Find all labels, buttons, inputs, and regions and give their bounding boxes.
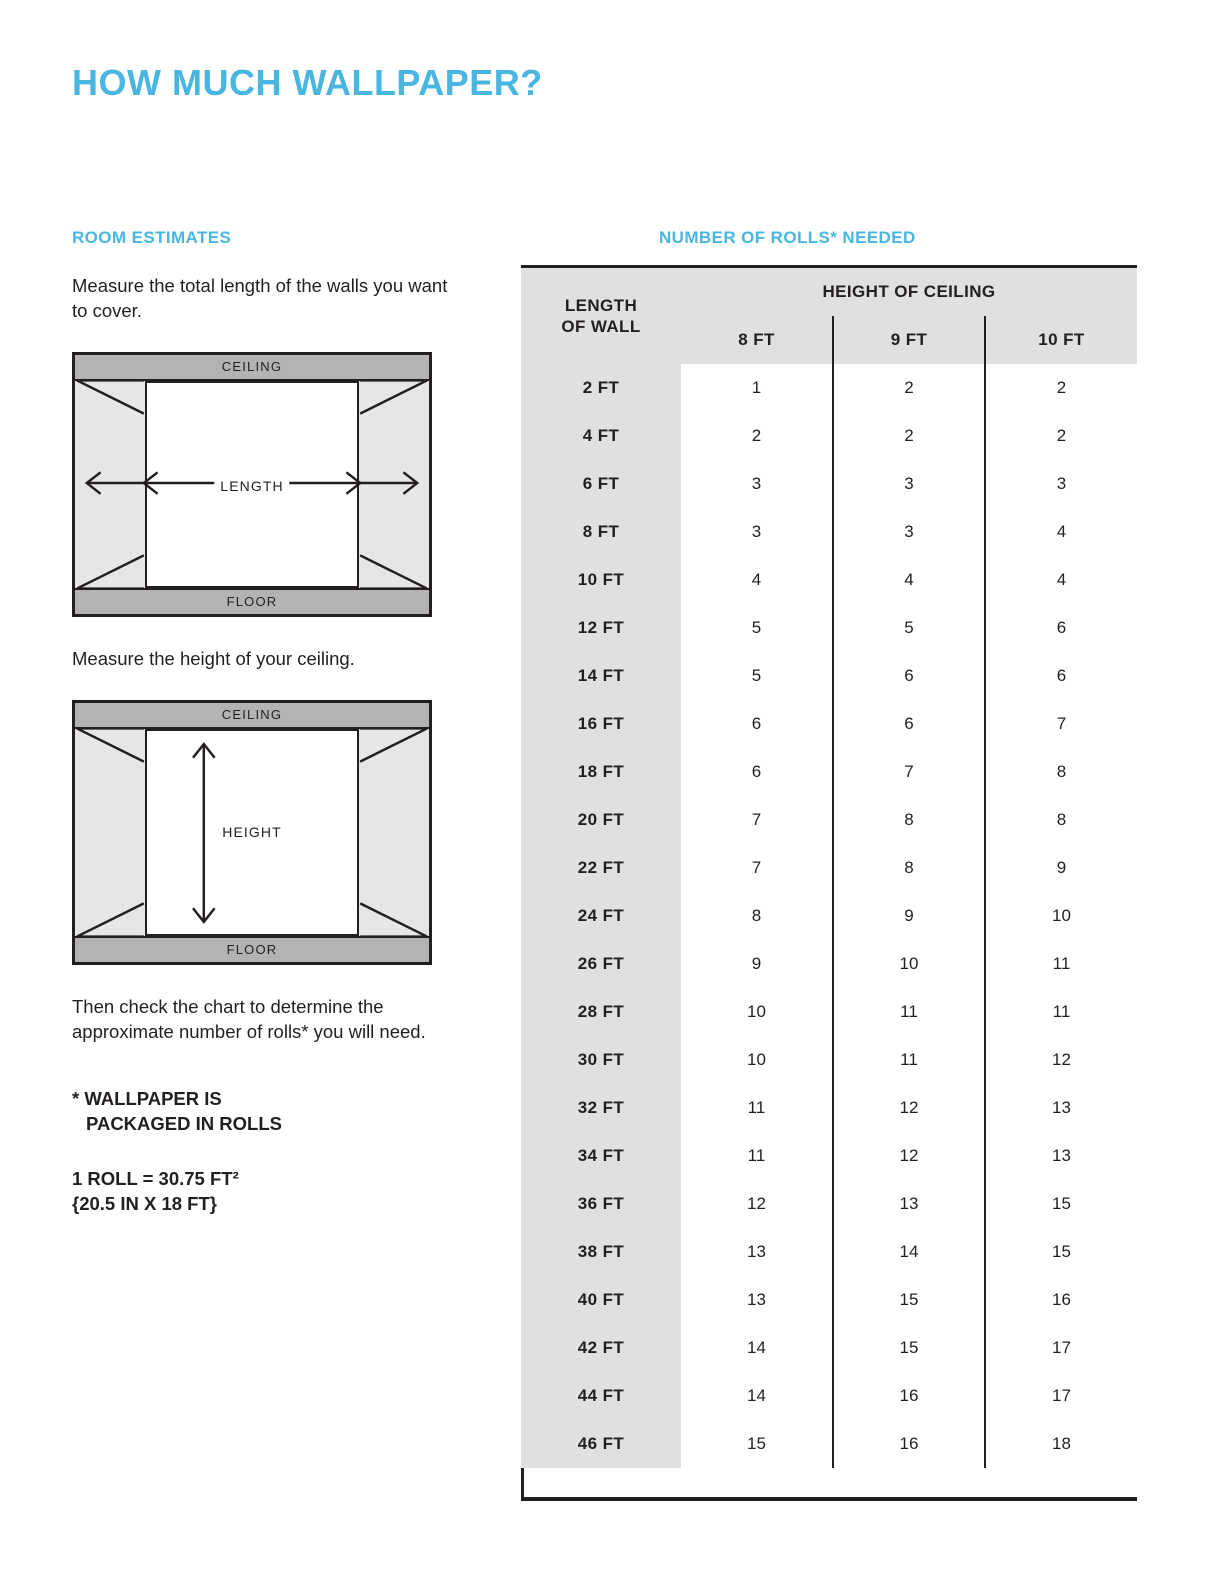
cell-10ft: 11 xyxy=(985,988,1137,1036)
cell-8ft: 6 xyxy=(681,700,833,748)
table-row xyxy=(521,556,1137,604)
row-length-label: 2 FT xyxy=(521,364,681,412)
cell-8ft: 9 xyxy=(681,940,833,988)
ceiling-band-label: CEILING xyxy=(75,355,429,381)
table-row xyxy=(521,652,1137,700)
cell-8ft: 4 xyxy=(681,556,833,604)
cell-8ft: 13 xyxy=(681,1228,833,1276)
table-row xyxy=(521,460,1137,508)
table-bottom-rule xyxy=(521,1497,1137,1501)
table-row xyxy=(521,892,1137,940)
cell-8ft: 7 xyxy=(681,796,833,844)
section-heading-room-estimates: ROOM ESTIMATES xyxy=(72,228,232,247)
table-row xyxy=(521,604,1137,652)
cell-10ft: 4 xyxy=(985,556,1137,604)
row-length-label: 22 FT xyxy=(521,844,681,892)
cell-10ft: 6 xyxy=(985,652,1137,700)
cell-9ft: 12 xyxy=(833,1132,985,1180)
cell-8ft: 3 xyxy=(681,508,833,556)
table-row xyxy=(521,988,1137,1036)
cell-10ft: 17 xyxy=(985,1324,1137,1372)
length-dimension-label: LENGTH xyxy=(214,478,289,494)
roll-size-line-2: {20.5 IN X 18 FT} xyxy=(72,1192,217,1214)
cell-9ft: 15 xyxy=(833,1276,985,1324)
cell-8ft: 14 xyxy=(681,1324,833,1372)
table-row xyxy=(521,844,1137,892)
cell-10ft: 11 xyxy=(985,940,1137,988)
cell-10ft: 13 xyxy=(985,1084,1137,1132)
table-row xyxy=(521,1324,1137,1372)
cell-9ft: 16 xyxy=(833,1420,985,1468)
row-length-label: 26 FT xyxy=(521,940,681,988)
cell-10ft: 15 xyxy=(985,1180,1137,1228)
cell-9ft: 5 xyxy=(833,604,985,652)
cell-10ft: 18 xyxy=(985,1420,1137,1468)
page-title: HOW MUCH WALLPAPER? xyxy=(72,62,543,103)
cell-8ft: 11 xyxy=(681,1132,833,1180)
cell-9ft: 8 xyxy=(833,844,985,892)
row-length-label: 36 FT xyxy=(521,1180,681,1228)
cell-10ft: 16 xyxy=(985,1276,1137,1324)
table-header xyxy=(521,268,1137,364)
height-dimension-label: HEIGHT xyxy=(216,824,288,840)
cell-10ft: 8 xyxy=(985,796,1137,844)
header-col-10ft: 10 FT xyxy=(985,316,1137,364)
cell-9ft: 14 xyxy=(833,1228,985,1276)
cell-8ft: 8 xyxy=(681,892,833,940)
cell-10ft: 2 xyxy=(985,412,1137,460)
cell-8ft: 12 xyxy=(681,1180,833,1228)
row-length-label: 34 FT xyxy=(521,1132,681,1180)
cell-10ft: 7 xyxy=(985,700,1137,748)
cell-9ft: 4 xyxy=(833,556,985,604)
cell-9ft: 6 xyxy=(833,700,985,748)
cell-9ft: 7 xyxy=(833,748,985,796)
table-row xyxy=(521,1420,1137,1468)
cell-9ft: 3 xyxy=(833,508,985,556)
table-row xyxy=(521,700,1137,748)
header-col-9ft: 9 FT xyxy=(833,316,985,364)
cell-8ft: 11 xyxy=(681,1084,833,1132)
cell-9ft: 15 xyxy=(833,1324,985,1372)
table-heading: NUMBER OF ROLLS* NEEDED xyxy=(659,228,916,247)
header-length-line-1: LENGTH xyxy=(564,295,638,315)
cell-9ft: 13 xyxy=(833,1180,985,1228)
row-length-label: 40 FT xyxy=(521,1276,681,1324)
cell-10ft: 4 xyxy=(985,508,1137,556)
table-row xyxy=(521,1132,1137,1180)
cell-9ft: 3 xyxy=(833,460,985,508)
cell-10ft: 13 xyxy=(985,1132,1137,1180)
cell-8ft: 13 xyxy=(681,1276,833,1324)
table-row xyxy=(521,1228,1137,1276)
row-length-label: 18 FT xyxy=(521,748,681,796)
row-length-label: 16 FT xyxy=(521,700,681,748)
row-length-label: 44 FT xyxy=(521,1372,681,1420)
ceiling-band-label-2: CEILING xyxy=(75,703,429,729)
table-row xyxy=(521,1036,1137,1084)
row-length-label: 28 FT xyxy=(521,988,681,1036)
cell-9ft: 8 xyxy=(833,796,985,844)
row-length-label: 12 FT xyxy=(521,604,681,652)
cell-9ft: 10 xyxy=(833,940,985,988)
table-row xyxy=(521,364,1137,412)
step-1-text: Measure the total length of the walls you want to cover. xyxy=(72,275,448,321)
cell-9ft: 6 xyxy=(833,652,985,700)
header-col-8ft: 8 FT xyxy=(681,316,833,364)
cell-8ft: 7 xyxy=(681,844,833,892)
step-3-text: Then check the chart to determine the approximate number of rolls* you will need. xyxy=(72,995,426,1042)
row-length-label: 38 FT xyxy=(521,1228,681,1276)
rolls-table-wrapper xyxy=(521,268,1137,1468)
cell-8ft: 10 xyxy=(681,1036,833,1084)
cell-10ft: 6 xyxy=(985,604,1137,652)
cell-8ft: 14 xyxy=(681,1372,833,1420)
row-length-label: 10 FT xyxy=(521,556,681,604)
cell-9ft: 11 xyxy=(833,1036,985,1084)
cell-8ft: 15 xyxy=(681,1420,833,1468)
row-length-label: 8 FT xyxy=(521,508,681,556)
table-row xyxy=(521,412,1137,460)
table-row xyxy=(521,748,1137,796)
row-length-label: 30 FT xyxy=(521,1036,681,1084)
table-row xyxy=(521,1180,1137,1228)
room-estimates-column xyxy=(72,228,462,1217)
cell-9ft: 2 xyxy=(833,412,985,460)
table-row xyxy=(521,508,1137,556)
row-length-label: 46 FT xyxy=(521,1420,681,1468)
row-length-label: 14 FT xyxy=(521,652,681,700)
cell-9ft: 11 xyxy=(833,988,985,1036)
row-length-label: 42 FT xyxy=(521,1324,681,1372)
row-length-label: 24 FT xyxy=(521,892,681,940)
cell-8ft: 5 xyxy=(681,604,833,652)
cell-9ft: 16 xyxy=(833,1372,985,1420)
cell-9ft: 2 xyxy=(833,364,985,412)
header-length-of-wall xyxy=(521,268,681,364)
cell-8ft: 6 xyxy=(681,748,833,796)
floor-band-label: FLOOR xyxy=(75,588,429,614)
cell-8ft: 5 xyxy=(681,652,833,700)
footnote-line-2: PACKAGED IN ROLLS xyxy=(86,1112,282,1134)
cell-8ft: 2 xyxy=(681,412,833,460)
step-2-text: Measure the height of your ceiling. xyxy=(72,647,355,669)
cell-9ft: 9 xyxy=(833,892,985,940)
header-height-of-ceiling: HEIGHT OF CEILING xyxy=(681,268,1137,316)
table-row xyxy=(521,1084,1137,1132)
footnote-line-1: * WALLPAPER IS xyxy=(72,1087,222,1109)
table-body xyxy=(521,364,1137,1468)
room-diagram-length xyxy=(72,352,432,617)
cell-8ft: 3 xyxy=(681,460,833,508)
row-length-label: 6 FT xyxy=(521,460,681,508)
cell-8ft: 1 xyxy=(681,364,833,412)
table-row xyxy=(521,940,1137,988)
table-row xyxy=(521,1372,1137,1420)
cell-10ft: 2 xyxy=(985,364,1137,412)
row-length-label: 32 FT xyxy=(521,1084,681,1132)
cell-10ft: 17 xyxy=(985,1372,1137,1420)
cell-10ft: 9 xyxy=(985,844,1137,892)
cell-10ft: 3 xyxy=(985,460,1137,508)
table-row xyxy=(521,796,1137,844)
row-length-label: 4 FT xyxy=(521,412,681,460)
roll-size-line-1: 1 ROLL = 30.75 FT² xyxy=(72,1167,239,1189)
header-length-line-2: OF WALL xyxy=(561,317,641,336)
cell-8ft: 10 xyxy=(681,988,833,1036)
cell-10ft: 15 xyxy=(985,1228,1137,1276)
cell-9ft: 12 xyxy=(833,1084,985,1132)
room-diagram-height xyxy=(72,700,432,965)
row-length-label: 20 FT xyxy=(521,796,681,844)
rolls-table xyxy=(521,268,1137,1468)
cell-10ft: 10 xyxy=(985,892,1137,940)
cell-10ft: 12 xyxy=(985,1036,1137,1084)
table-row xyxy=(521,1276,1137,1324)
floor-band-label-2: FLOOR xyxy=(75,936,429,962)
cell-10ft: 8 xyxy=(985,748,1137,796)
